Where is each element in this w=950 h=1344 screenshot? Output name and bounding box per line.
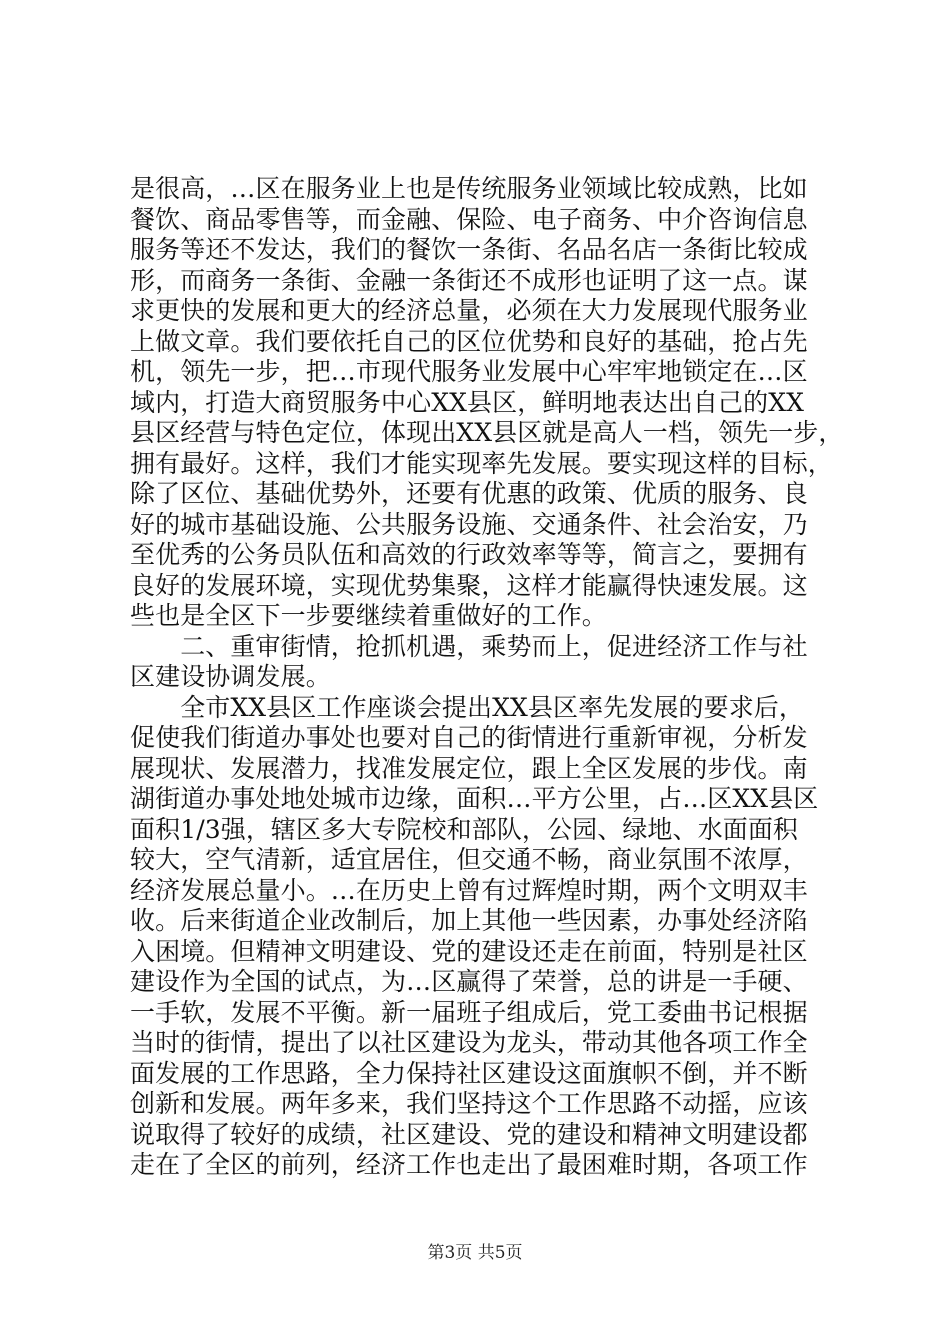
text-line: 走在了全区的前列，经济工作也走出了最困难时期，各项工作 [130,1150,808,1179]
text-line: 面积1/3强，辖区多大专院校和部队，公园、绿地、水面面积 [130,814,799,844]
text-line: 域内，打造大商贸服务中心XX县区，鲜明地表达出自己的XX [130,387,804,417]
text-line: 促使我们街道办事处也要对自己的街情进行重新审视，分析发 [130,723,808,752]
body-text [130,174,844,1181]
text-line: 面发展的工作思路，全力保持社区建设这面旗帜不倒，并不断 [130,1058,808,1088]
text-line: 形，而商务一条街、金融一条街还不成形也证明了这一点。谋 [130,265,808,295]
section-heading-line: 区建设协调发展。 [130,662,331,691]
text-line: 良好的发展环境，实现优势集聚，这样才能赢得快速发展。这 [130,570,808,600]
text-line: 至优秀的公务员队伍和高效的行政效率等等，简言之，要拥有 [130,540,808,569]
text-line: 建设作为全国的试点，为…区赢得了荣誉，总的讲是一手硬、 [130,967,808,996]
text-line: 创新和发展。两年多来，我们坚持这个工作思路不动摇，应该 [130,1089,808,1118]
text-line: 收。后来街道企业改制后，加上其他一些因素，办事处经济陷 [130,906,808,935]
section-heading-line: 二、重审街情，抢抓机遇，乘势而上，促进经济工作与社 [130,631,808,661]
text-line: 经济发展总量小。…在历史上曾有过辉煌时期，两个文明双丰 [130,875,808,905]
text-line: 餐饮、商品零售等，而金融、保险、电子商务、中介咨询信息 [130,204,808,234]
text-line: 机，领先一步，把…市现代服务业发展中心牢牢地锁定在…区 [130,357,808,386]
text-line: 展现状、发展潜力，找准发展定位，跟上全区发展的步伐。南 [130,753,808,783]
text-line: 拥有最好。这样，我们才能实现率先发展。要实现这样的目标， [130,448,833,478]
text-line: 求更快的发展和更大的经济总量，必须在大力发展现代服务业 [130,296,808,325]
text-line: 服务等还不发达，我们的餐饮一条街、名品名店一条街比较成 [130,235,808,264]
text-line: 好的城市基础设施、公共服务设施、交通条件、社会治安，乃 [130,509,808,539]
text-line: 上做文章。我们要依托自己的区位优势和良好的基础，抢占先 [130,326,808,356]
text-line: 全市XX县区工作座谈会提出XX县区率先发展的要求后， [130,692,804,722]
text-line: 县区经营与特色定位，体现出XX县区就是高人一档，领先一步， [130,418,844,447]
text-line: 入困境。但精神文明建设、党的建设还走在前面，特别是社区 [130,936,808,966]
text-line: 是很高，…区在服务业上也是传统服务业领域比较成熟，比如 [130,174,808,203]
text-line: 说取得了较好的成绩，社区建设、党的建设和精神文明建设都 [130,1119,808,1149]
text-line: 较大，空气清新，适宜居住，但交通不畅，商业氛围不浓厚， [130,845,808,874]
text-line: 些也是全区下一步要继续着重做好的工作。 [130,601,607,630]
text-line: 湖街道办事处地处城市边缘，面积…平方公里，占…区XX县区 [130,784,819,813]
page-number-footer: 第3页 共5页 [427,1243,523,1263]
text-line: 除了区位、基础优势外，还要有优惠的政策、优质的服务、良 [130,479,808,508]
text-line: 一手软，发展不平衡。新一届班子组成后，党工委曲书记根据 [130,997,808,1027]
text-line: 当时的街情，提出了以社区建设为龙头，带动其他各项工作全 [130,1028,808,1057]
